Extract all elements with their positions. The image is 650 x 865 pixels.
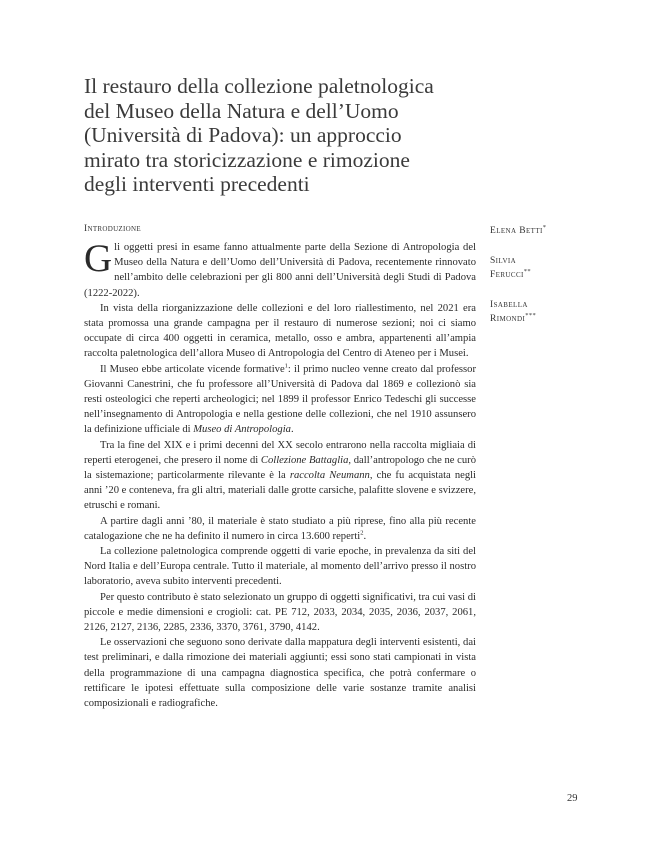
article-title bbox=[84, 74, 504, 197]
author-footnote-mark[interactable]: *** bbox=[525, 311, 537, 319]
title-line: Il restauro della collezione paletnologica bbox=[84, 74, 434, 98]
paragraph: La collezione paletnologica comprende oggetti di varie epoche, in prevalenza da siti del Nord Italia e dell’Europa centrale. Tutto il materiale, al momento dell’arrivo presso il nostro laboratorio, aveva subito interventi precedenti. bbox=[84, 546, 476, 588]
paragraph: Per questo contributo è stato selezionato un gruppo di oggetti significativi, tra cui vasi di piccole e medie dimensioni e crogioli: cat. PE 712, 2033, 2034, 2035, 2036, 2037, 2061, 2126, 2127, 2136, 2285, 2336, 3370, 3761, 3790, 4142. bbox=[84, 591, 476, 634]
paragraph: A partire dagli anni ’80, il materiale è stato studiato a più riprese, fino alla più recente catalogazione che ne ha definito il numero in circa 13.600 reperti$^2$. bbox=[84, 515, 476, 542]
author: Silvia Ferucci** bbox=[490, 256, 532, 280]
paragraph: Il Museo ebbe articolate vicende formative$^1$: il primo nucleo venne creato dal professor Giovanni Canestrini, che fu professore all’Università di Padova dal 1869 e collezionò sia resti osteologici che reperti archeologici; nel 1899 il professor Enrico Tedeschi gli successe nell’insegnamento di Antropologia e nella gestione delle collezioni, che nel 1910 assunsero la definizione ufficiale di Museo di Antropologia. bbox=[84, 362, 476, 436]
body-text bbox=[84, 237, 477, 711]
title-line: (Università di Padova): un approccio bbox=[84, 123, 402, 147]
author: Elena Betti* bbox=[490, 223, 547, 236]
paragraph: In vista della riorganizzazione delle collezioni e del loro riallestimento, nel 2021 era stata promossa una grande campagna per il restauro di numerose sezioni; noi ci siamo occupate di circa 400 oggetti in ceramica, metallo, osso e ambra, appartenenti all’ampia raccolta paletnologica dell’allora Museo di Antropologia del Centro di Ateneo per i Musei. bbox=[84, 302, 476, 360]
author: Isabella Rimondi*** bbox=[490, 300, 537, 324]
title-line: mirato tra storicizzazione e rimozione bbox=[84, 147, 410, 172]
author-footnote-mark[interactable]: * bbox=[542, 223, 547, 231]
page-number: 29 bbox=[567, 793, 578, 804]
author-list bbox=[490, 224, 610, 342]
drop-cap: G bbox=[84, 237, 113, 280]
title-line: degli interventi precedenti bbox=[84, 172, 310, 196]
author-footnote-mark[interactable]: ** bbox=[523, 267, 532, 275]
title-line: del Museo della Natura e dell’Uomo bbox=[84, 98, 399, 123]
paragraph: Tra la fine del XIX e i primi decenni del XX secolo entrarono nella raccolta migliaia di reperti eterogenei, che presero il nome di Collezione Battaglia, dall’antropologo che ne curò la sistemazione; particolarmente rilevante è la raccolta Neumann, che fu acquistata negli anni ’20 e conteneva, fra gli altri, materiali dalle grotte carsiche, palafitte slovene e svizzere, etruschi e romani. bbox=[84, 439, 477, 512]
paragraph: Gli oggetti presi in esame fanno attualmente parte della Sezione di Antropologia del Museo della Natura e dell’Uomo dell’Università di Padova, recentemente rinnovato nell’ambito delle celebrazioni per gli 800 anni dell’Università degli Studi di Padova (1222-2022). bbox=[84, 237, 476, 299]
footnote-ref[interactable]: 2 bbox=[360, 529, 364, 537]
paragraph: Le osservazioni che seguono sono derivate dalla mappatura degli interventi esistenti, dai test preliminari, e dalla rimozione dei materiali aggiunti; essi sono stati campionati in vista della programmazione di una campagna diagnostica specifica, che potrà confermare o rettificare le ipotesi effettuate sulla composizione delle varie sostanze tramite analisi composizionali e radiografiche. bbox=[84, 637, 476, 710]
footnote-ref[interactable]: 1 bbox=[284, 362, 288, 370]
section-heading: Introduzione bbox=[84, 224, 141, 234]
